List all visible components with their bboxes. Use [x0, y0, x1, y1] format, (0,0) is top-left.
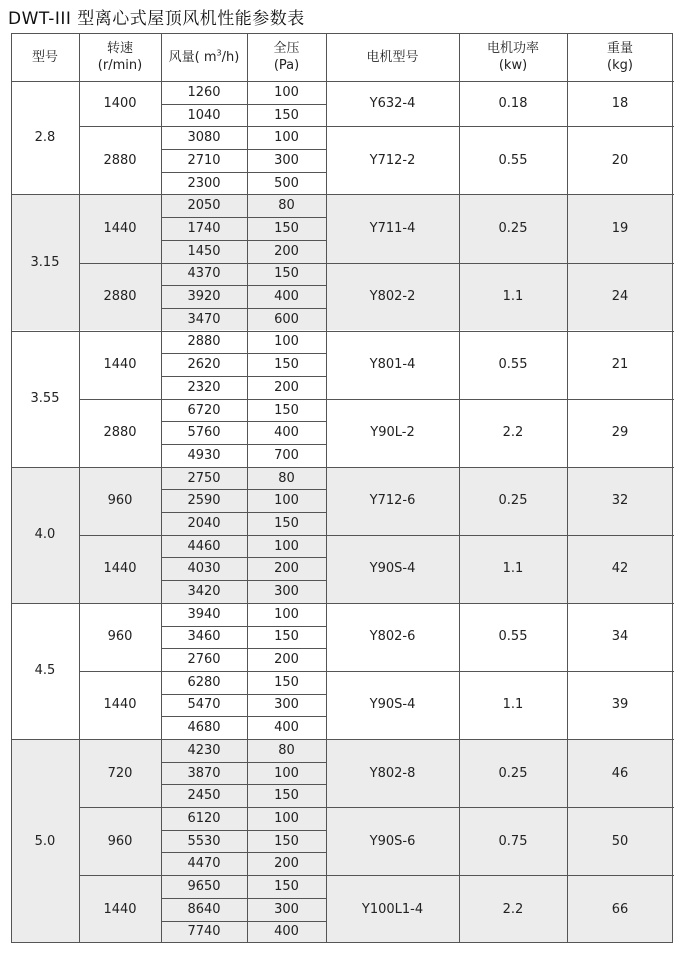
- speed-cell: 720: [107, 765, 133, 781]
- pressure-cell: 100: [274, 765, 299, 781]
- speed-cell: 1440: [103, 561, 137, 577]
- airflow-cell: 5470: [187, 697, 221, 713]
- pressure-cell: 150: [274, 357, 299, 373]
- weight-cell: 20: [611, 152, 629, 168]
- pressure-cell: 300: [274, 697, 299, 713]
- model-cell: 2.8: [34, 130, 56, 146]
- speed-cell: 2880: [103, 152, 137, 168]
- pressure-cell: 100: [274, 84, 299, 100]
- airflow-cell: 3080: [187, 130, 221, 146]
- pressure-cell: 150: [274, 402, 299, 418]
- motor-cell: Y712-6: [369, 493, 416, 509]
- pressure-cell: 100: [274, 606, 299, 622]
- pressure-cell: 100: [274, 334, 299, 350]
- airflow-cell: 4370: [187, 266, 221, 282]
- pressure-cell: 200: [274, 561, 299, 577]
- power-cell: 0.18: [498, 96, 528, 112]
- airflow-cell: 6720: [187, 402, 221, 418]
- motor-cell: Y90S-4: [369, 697, 416, 713]
- speed-cell: 1440: [103, 357, 137, 373]
- pressure-cell: 600: [274, 311, 299, 327]
- speed-cell: 960: [107, 833, 133, 849]
- power-cell: 0.55: [498, 629, 528, 645]
- model-cell: 4.0: [34, 527, 56, 543]
- airflow-cell: 4470: [187, 856, 221, 872]
- motor-cell: Y100L1-4: [361, 901, 424, 917]
- pressure-cell: 200: [274, 652, 299, 668]
- speed-cell: 2880: [103, 425, 137, 441]
- pressure-cell: 150: [274, 674, 299, 690]
- weight-cell: 66: [611, 901, 629, 917]
- power-cell: 1.1: [502, 561, 524, 577]
- header-power-label: 电机功率: [486, 41, 539, 56]
- airflow-cell: 5760: [187, 425, 221, 441]
- pressure-cell: 200: [274, 379, 299, 395]
- speed-cell: 1440: [103, 901, 137, 917]
- header-weight-unit: (kg): [607, 58, 633, 73]
- power-cell: 0.25: [498, 220, 528, 236]
- airflow-cell: 1450: [187, 243, 221, 259]
- airflow-cell: 1740: [187, 220, 221, 236]
- pressure-cell: 150: [274, 220, 299, 236]
- weight-cell: 18: [611, 96, 629, 112]
- power-cell: 1.1: [502, 289, 524, 305]
- motor-cell: Y712-2: [369, 152, 416, 168]
- header-model-label: 型号: [31, 49, 58, 65]
- pressure-cell: 100: [274, 538, 299, 554]
- weight-cell: 34: [611, 629, 629, 645]
- power-cell: 0.55: [498, 357, 528, 373]
- airflow-cell: 3870: [187, 765, 221, 781]
- speed-cell: 2880: [103, 289, 137, 305]
- model-cell: 4.5: [34, 663, 56, 679]
- weight-cell: 19: [611, 220, 629, 236]
- weight-cell: 46: [611, 765, 629, 781]
- pressure-cell: 100: [274, 493, 299, 509]
- pressure-cell: 80: [278, 470, 295, 486]
- pressure-cell: 150: [274, 629, 299, 645]
- motor-cell: Y90S-6: [369, 833, 416, 849]
- header-airflow-prefix: 风量( m: [168, 49, 217, 65]
- weight-cell: 24: [611, 289, 629, 305]
- pressure-cell: 80: [278, 198, 295, 214]
- motor-cell: Y802-2: [369, 289, 416, 305]
- airflow-cell: 2760: [187, 652, 221, 668]
- airflow-cell: 4460: [187, 538, 221, 554]
- airflow-cell: 9650: [187, 878, 221, 894]
- airflow-cell: 2050: [187, 198, 221, 214]
- power-cell: 0.25: [498, 493, 528, 509]
- header-weight-label: 重量: [606, 41, 633, 56]
- header-pressure-unit: (Pa): [273, 58, 300, 73]
- airflow-cell: 2880: [187, 334, 221, 350]
- performance-table: [11, 33, 673, 943]
- pressure-cell: 300: [274, 584, 299, 600]
- power-cell: 0.55: [498, 152, 528, 168]
- speed-cell: 960: [107, 629, 133, 645]
- airflow-cell: 7740: [187, 924, 221, 940]
- speed-cell: 960: [107, 493, 133, 509]
- airflow-cell: 2320: [187, 379, 221, 395]
- pressure-cell: 300: [274, 152, 299, 168]
- power-cell: 0.75: [498, 833, 528, 849]
- power-cell: 2.2: [502, 901, 524, 917]
- pressure-cell: 100: [274, 810, 299, 826]
- speed-cell: 1400: [103, 96, 137, 112]
- power-cell: 1.1: [502, 697, 524, 713]
- pressure-cell: 400: [274, 425, 299, 441]
- pressure-cell: 150: [274, 515, 299, 531]
- weight-cell: 42: [611, 561, 629, 577]
- model-cell: 5.0: [34, 833, 56, 849]
- pressure-cell: 80: [278, 742, 295, 758]
- pressure-cell: 400: [274, 289, 299, 305]
- pressure-cell: 150: [274, 266, 299, 282]
- pressure-cell: 150: [274, 788, 299, 804]
- pressure-cell: 400: [274, 924, 299, 940]
- weight-cell: 32: [611, 493, 629, 509]
- header-pressure-label: 全压: [273, 41, 300, 56]
- weight-cell: 39: [611, 697, 629, 713]
- airflow-cell: 2590: [187, 493, 221, 509]
- page-title: DWT-III 型离心式屋顶风机性能参数表: [8, 9, 305, 29]
- pressure-cell: 400: [274, 720, 299, 736]
- airflow-cell: 3920: [187, 289, 221, 305]
- airflow-cell: 2300: [187, 175, 221, 191]
- airflow-cell: 1040: [187, 107, 221, 123]
- pressure-cell: 200: [274, 856, 299, 872]
- motor-cell: Y90S-4: [369, 561, 416, 577]
- motor-cell: Y802-6: [369, 629, 416, 645]
- motor-cell: Y90L-2: [370, 425, 415, 441]
- speed-cell: 1440: [103, 220, 137, 236]
- pressure-cell: 150: [274, 833, 299, 849]
- power-cell: 2.2: [502, 425, 524, 441]
- pressure-cell: 100: [274, 130, 299, 146]
- airflow-cell: 3420: [187, 584, 221, 600]
- header-power-unit: (kw): [498, 58, 528, 73]
- airflow-cell: 3470: [187, 311, 221, 327]
- airflow-cell: 8640: [187, 901, 221, 917]
- model-cell: 3.15: [30, 255, 60, 270]
- airflow-cell: 2750: [187, 470, 221, 486]
- pressure-cell: 150: [274, 107, 299, 123]
- header-airflow-suffix: /h): [221, 49, 240, 65]
- airflow-cell: 4930: [187, 447, 221, 463]
- airflow-cell: 6280: [187, 674, 221, 690]
- header-speed-label: 转速: [106, 41, 133, 56]
- airflow-cell: 2620: [187, 357, 221, 373]
- pressure-cell: 150: [274, 878, 299, 894]
- airflow-cell: 5530: [187, 833, 221, 849]
- pressure-cell: 700: [274, 447, 299, 463]
- header-motor-label: 电机型号: [366, 49, 419, 65]
- table-border: [11, 33, 673, 943]
- motor-cell: Y801-4: [369, 357, 416, 373]
- airflow-cell: 3460: [187, 629, 221, 645]
- speed-cell: 1440: [103, 697, 137, 713]
- airflow-cell: 3940: [187, 606, 221, 622]
- airflow-cell: 6120: [187, 810, 221, 826]
- airflow-cell: 2450: [187, 788, 221, 804]
- airflow-cell: 4030: [187, 561, 221, 577]
- airflow-cell: 1260: [187, 84, 221, 100]
- weight-cell: 50: [611, 833, 629, 849]
- model-cell: 3.55: [30, 391, 60, 407]
- pressure-cell: 300: [274, 901, 299, 917]
- header-speed-unit: (r/min): [97, 58, 143, 73]
- weight-cell: 29: [611, 425, 629, 441]
- weight-cell: 21: [611, 357, 629, 373]
- pressure-cell: 200: [274, 243, 299, 259]
- motor-cell: Y802-8: [369, 765, 416, 781]
- airflow-cell: 4680: [187, 720, 221, 736]
- power-cell: 0.25: [498, 765, 528, 781]
- motor-cell: Y711-4: [369, 220, 416, 236]
- airflow-cell: 2040: [187, 515, 221, 531]
- header-airflow-sup: 3: [216, 48, 222, 58]
- airflow-cell: 2710: [187, 152, 221, 168]
- airflow-cell: 4230: [187, 742, 221, 758]
- pressure-cell: 500: [274, 175, 299, 191]
- motor-cell: Y632-4: [369, 96, 416, 112]
